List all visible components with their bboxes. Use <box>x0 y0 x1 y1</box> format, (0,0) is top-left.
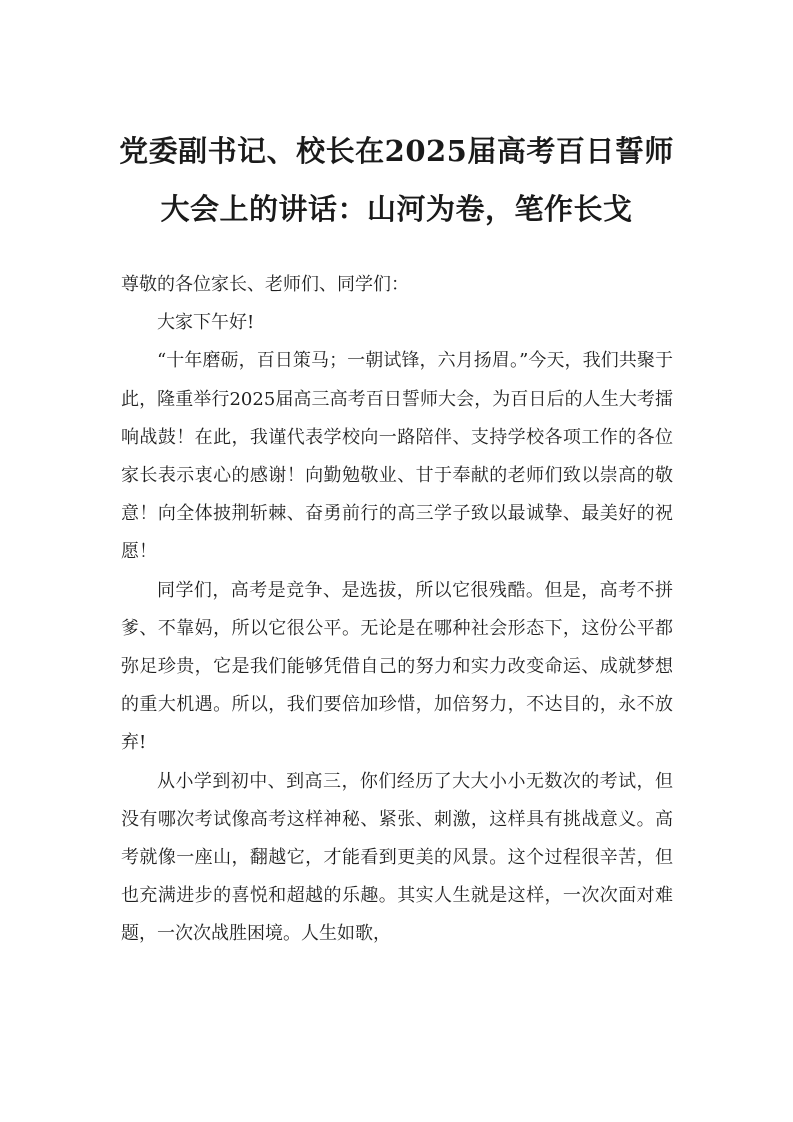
paragraph-challenge: 从小学到初中、到高三，你们经历了大大小小无数次的考试，但没有哪次考试像高考这样神秘、紧张、刺激，这样具有挑战意义。高考就像一座山，翻越它，才能看到更美的风景。这个过程很辛苦，但也充满进步的喜悦和超越的乐趣。其实人生就是这样，一次次面对难题，一次次战胜困境。人生如歌， <box>121 770 673 945</box>
paragraph-fairness: 同学们，高考是竞争、是选拔，所以它很残酷。但是，高考不拼爹、不靠妈，所以它很公平。无论是在哪种社会形态下，这份公平都弥足珍贵，它是我们能够凭借自己的努力和实力改变命运、成就梦想的重大机遇。所以，我们要倍加珍惜，加倍努力，不达目的，永不放弃! <box>121 579 673 754</box>
paragraph-opening: “十年磨砺，百日策马；一朝试锋，六月扬眉。”今天，我们共聚于此，隆重举行2025届高三高考百日誓师大会，为百日后的人生大考擂响战鼓！在此，我谨代表学校向一路陪伴、支持学校各项工作的各位家长表示衷心的感谢！向勤勉敬业、甘于奉献的老师们致以崇高的敬意！向全体披荆斩棘、奋勇前行的高三学子致以最诚挚、最美好的祝愿！ <box>121 350 673 563</box>
document-body <box>121 266 673 954</box>
paragraph-greeting: 大家下午好! <box>157 312 255 334</box>
salutation: 尊敬的各位家长、老师们、同学们： <box>121 274 409 295</box>
document-title: 党委副书记、校长在2025届高考百日誓师大会上的讲话：山河为卷，笔作长戈 <box>119 134 674 226</box>
